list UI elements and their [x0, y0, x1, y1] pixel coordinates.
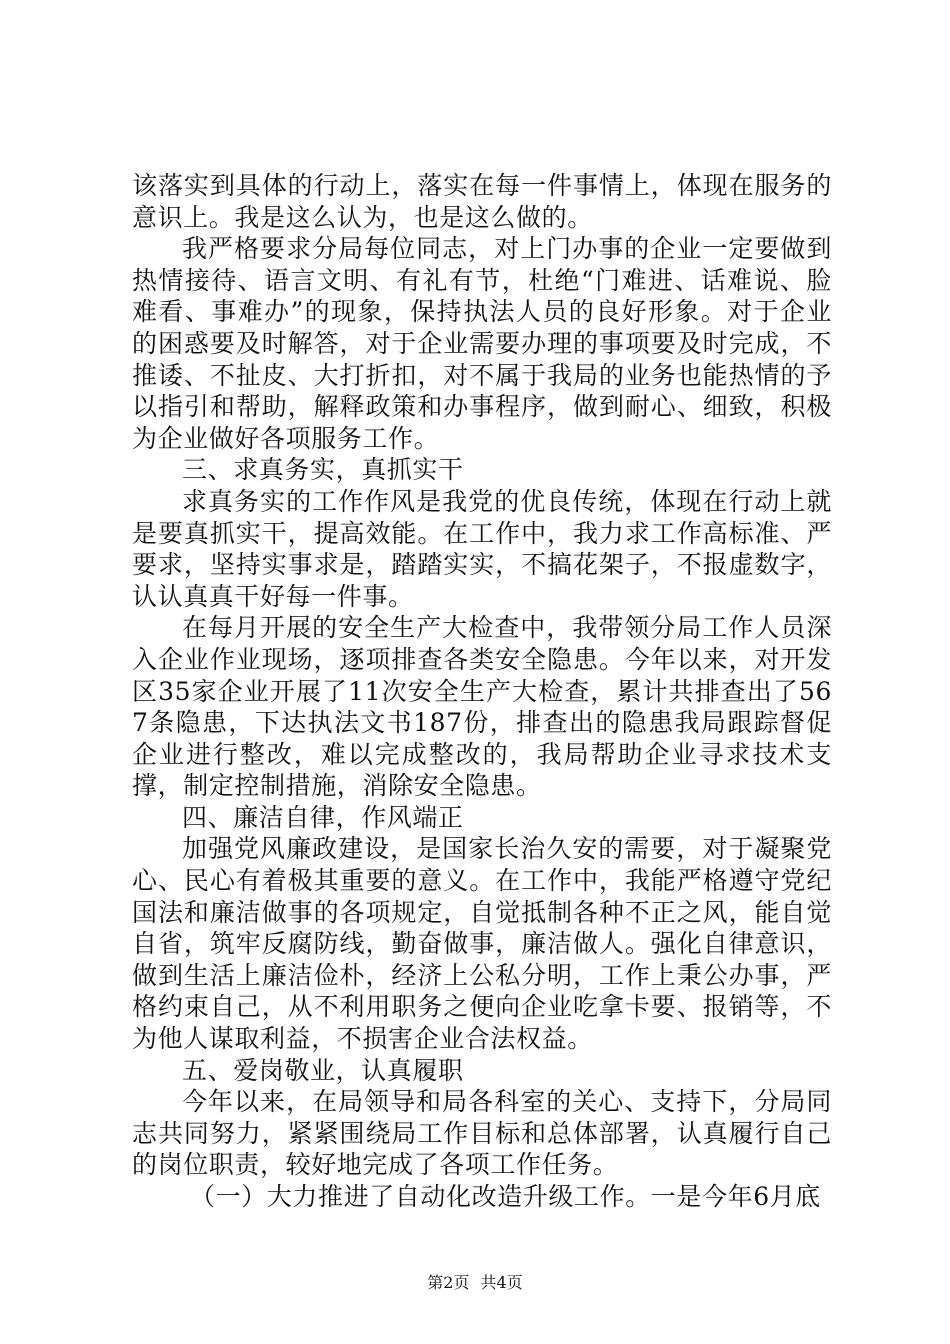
paragraph-5: 在每月开展的安全生产大检查中，我带领分局工作人员深入企业作业现场，逐项排查各类安全隐患。今年以来，对开发区35家企业开展了11次安全生产大检查，累计共排查出了567条隐患，下达执法文书187份，排查出的隐患我局跟踪督促企业进行整改，难以完成整改的，我局帮助企业寻求技术支撑，制定控制措施，消除安全隐患。 [132, 613, 832, 801]
paragraph-1: 该落实到具体的行动上，落实在每一件事情上，体现在服务的意识上。我是这么认为，也是这么做的。 [132, 171, 832, 232]
paragraph-7: 加强党风廉政建设，是国家长治久安的需要，对于凝聚党心、民心有着极其重要的意义。在工作中，我能严格遵守党纪国法和廉洁做事的各项规定，自觉抵制各种不正之风，能自觉自省，筑牢反腐防线，勤奋做事，廉洁做人。强化自律意识，做到生活上廉洁俭朴，经济上公私分明，工作上秉公办事，严格约束自己，从不利用职务之便向企业吃拿卡要、报销等，不为他人谋取利益，不损害企业合法权益。 [132, 834, 832, 1054]
page-number: 第2页 [427, 1273, 470, 1292]
paragraph-4: 求真务实的工作作风是我党的优良传统，体现在行动上就是要真抓实干，提高效能。在工作中，我力求工作高标准、严要求，坚持实事求是，踏踏实实，不搞花架子，不报虚数字，认认真真干好每一件事。 [132, 486, 832, 611]
document-body [132, 170, 832, 1213]
section-heading-5: 五、爱岗敬业，认真履职 [182, 1055, 464, 1085]
section-heading-4: 四、廉洁自律，作风端正 [182, 802, 464, 832]
paragraph-2: 我严格要求分局每位同志，对上门办事的企业一定要做到热情接待、语言文明、有礼有节，杜绝“门难进、话难说、脸难看、事难办”的现象，保持执法人员的良好形象。对于企业的困惑要及时解答，对于企业需要办理的事项要及时完成，不推诿、不扯皮、大打折扣，对不属于我局的业务也能热情的予以指引和帮助，解释政策和办事程序，做到耐心、细致，积极为企业做好各项服务工作。 [132, 234, 832, 453]
page-footer [0, 1273, 950, 1293]
section-heading-3: 三、求真务实，真抓实干 [182, 455, 464, 485]
paragraph-9: 今年以来，在局领导和局各科室的关心、支持下，分局同志共同努力，紧紧围绕局工作目标和总体部署，认真履行自己的岗位职责，较好地完成了各项工作任务。 [132, 1087, 832, 1180]
page-total: 共4页 [480, 1273, 523, 1292]
paragraph-10: （一）大力推进了自动化改造升级工作。一是今年6月底 [190, 1182, 821, 1211]
